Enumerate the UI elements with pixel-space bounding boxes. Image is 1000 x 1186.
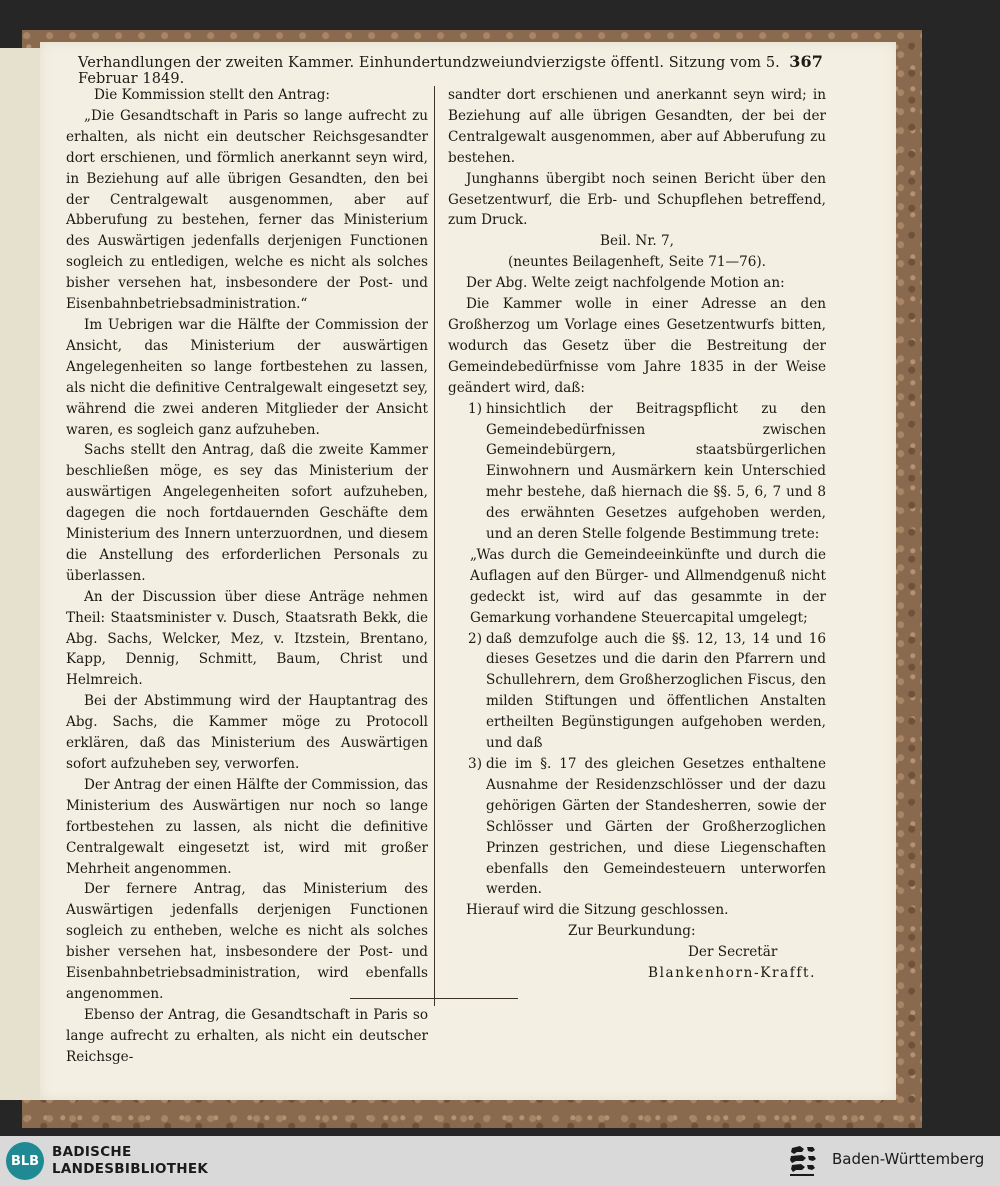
supplement-subreference: (neuntes Beilagenheft, Seite 71—76). [507, 254, 767, 271]
library-name-line2: LANDESBIBLIOTHEK [52, 1161, 209, 1177]
paragraph: Der Antrag der einen Hälfte der Commission, das Ministerium des Auswärtigen nur noch so lange fortbestehen zu lassen, als nicht die definitive Centralgewalt eingesetzt ist, wird mit großer Mehrheit angenommen. [66, 776, 428, 877]
secretary-name: Blankenhorn-Krafft. [648, 965, 817, 982]
secretary-title: Der Secretär [688, 944, 778, 961]
left-column [66, 85, 428, 1068]
baden-wuerttemberg-lions-icon[interactable] [788, 1145, 818, 1177]
right-column [448, 85, 826, 984]
column-divider [434, 86, 435, 1006]
list-text: hinsichtlich der Beitragspflicht zu den Gemeindebedürfnissen zwischen Gemeindebürgern, staatsbürgerlichen Einwohnern und Ausmärkern kein Unterschied mehr bestehe, daß hiernach die §§. 5, 6, 7 und 8 des erwähnten Gesetzes aufgehoben werden, und an deren Stelle folgende Bestimmung trete: [486, 400, 826, 543]
paragraph: Ebenso der Antrag, die Gesandtschaft in Paris so lange aufrecht zu erhalten, als nicht ein deutscher Reichsge- [66, 1006, 428, 1065]
list-number: 3) [468, 756, 482, 772]
list-number: 1) [468, 400, 482, 417]
blb-logo-icon[interactable] [6, 1142, 44, 1180]
list-number: 2) [468, 630, 482, 647]
paragraph: Sachs stellt den Antrag, daß die zweite Kammer beschließen möge, es sey das Ministerium der auswärtigen Angelegenheiten sofort aufzuheben, dagegen die noch fortdauernden Geschäfte dem Ministerium des Innern unterzuordnen, und diesem die Anstellung des erforderlichen Personals zu überlassen. [66, 442, 428, 584]
closing-sentence: Hierauf wird die Sitzung geschlossen. [466, 902, 729, 919]
paragraph: An der Discussion über diese Anträge nehmen Theil: Staatsminister v. Dusch, Staatsrath Bekk, die Abg. Sachs, Welcker, Mez, v. Itzstein, Brentano, Kapp, Dennig, Schmitt, Baum, Christ und Helmreich. [66, 588, 428, 689]
paragraph: Der fernere Antrag, das Ministerium des Auswärtigen jedenfalls derjenigen Functionen sogleich zu entheben, welche es nicht als solches bisher versehen hat, insbesondere der Post- und Eisenbahnbetriebsadministration, wird ebenfalls angenommen. [66, 881, 428, 1002]
paragraph: Die Kommission stellt den Antrag: [94, 87, 330, 103]
paragraph-continuation: sandter dort erschienen und anerkannt seyn wird; in Beziehung auf alle übrigen Gesandten, der bei der Centralgewalt ausgenommen, aber auf Abberufung zu bestehen. [448, 87, 826, 166]
list-text: daß demzufolge auch die §§. 12, 13, 14 und 16 dieses Gesetzes und die darin den Pfarrern und Schullehrern, dem Großherzoglichen Fiscus, den milden Stiftungen und öffentlichen Anstalten ertheilten Begünstigungen aufgehoben werden, und daß [486, 630, 826, 752]
paragraph: Bei der Abstimmung wird der Hauptantrag des Abg. Sachs, die Kammer möge zu Protocoll erklären, daß das Ministerium des Auswärtigen sofort aufzuheben sey, verworfen. [66, 693, 428, 772]
footer-bar [0, 1136, 1000, 1186]
page-header [78, 52, 823, 87]
paragraph-quote: „Die Gesandtschaft in Paris so lange aufrecht zu erhalten, als nicht ein deutscher Reichsgesandter dort erschienen, und förmlich anerkannt seyn wird, in Beziehung auf alle übrigen Gesandten, den bei der Centralgewalt ausgenommen, aber auf Abberufung zu bestehen, ferner das Ministerium des Auswärtigen jedenfalls derjenigen Functionen sogleich zu entledigen, welche es nicht als solches bisher versehen hat, insbesondere der Post- und Eisenbahnbetriebsadministration.“ [66, 107, 428, 313]
list-text: die im §. 17 des gleichen Gesetzes enthaltene Ausnahme der Residenzschlösser und der dazu gehörigen Gärten der Standesherren, sowie der Schlösser und Gärten der Großherzoglichen Prinzen gestrichen, und diese Liegenschaften ebenfalls den Gemeindesteuern unterworfen werden. [486, 756, 826, 898]
list-item [448, 399, 826, 545]
list-item [448, 629, 826, 754]
library-name[interactable] [52, 1144, 208, 1178]
state-name[interactable]: Baden-Württemberg [832, 1150, 985, 1168]
paragraph: Junghanns übergibt noch seinen Bericht über den Gesetzentwurf, die Erb- und Schupflehen betreffend, zum Druck. [448, 170, 826, 229]
running-title: Verhandlungen der zweiten Kammer. Einhundertundzweiundvierzigste öffentl. Sitzung vom 5. Februar 1849. [78, 55, 780, 87]
attestation: Zur Beurkundung: [568, 923, 696, 940]
previous-page-edge [0, 48, 43, 1100]
library-name-line1: BADISCHE [52, 1144, 132, 1160]
supplement-reference: Beil. Nr. 7, [600, 233, 674, 250]
paragraph: Die Kammer wolle in einer Adresse an den Großherzog um Vorlage eines Gesetzentwurfs bitten, wodurch das Gesetz über die Bestreitung der Gemeindebedürfnisse vom Jahre 1835 in der Weise geändert wird, daß: [448, 296, 826, 396]
list-item [448, 754, 826, 900]
blb-logo-text: BLB [10, 1153, 40, 1169]
bottom-rule [350, 998, 518, 999]
paragraph-quote: „Was durch die Gemeindeeinkünfte und durch die Auflagen auf den Bürger- und Allmendgenuß nicht gedeckt ist, wird auf das gesammte in der Gemarkung vorhandene Steuercapital umgelegt; [470, 546, 826, 626]
paragraph: Der Abg. Welte zeigt nachfolgende Motion an: [466, 275, 785, 292]
page-number: 367 [789, 52, 823, 71]
paragraph: Im Uebrigen war die Hälfte der Commission der Ansicht, das Ministerium der auswärtigen Angelegenheiten so lange fortbestehen zu lassen, als nicht die definitive Centralgewalt eingesetzt sey, während die zwei anderen Mitglieder der Ansicht waren, es sogleich ganz aufzuheben. [66, 316, 428, 438]
